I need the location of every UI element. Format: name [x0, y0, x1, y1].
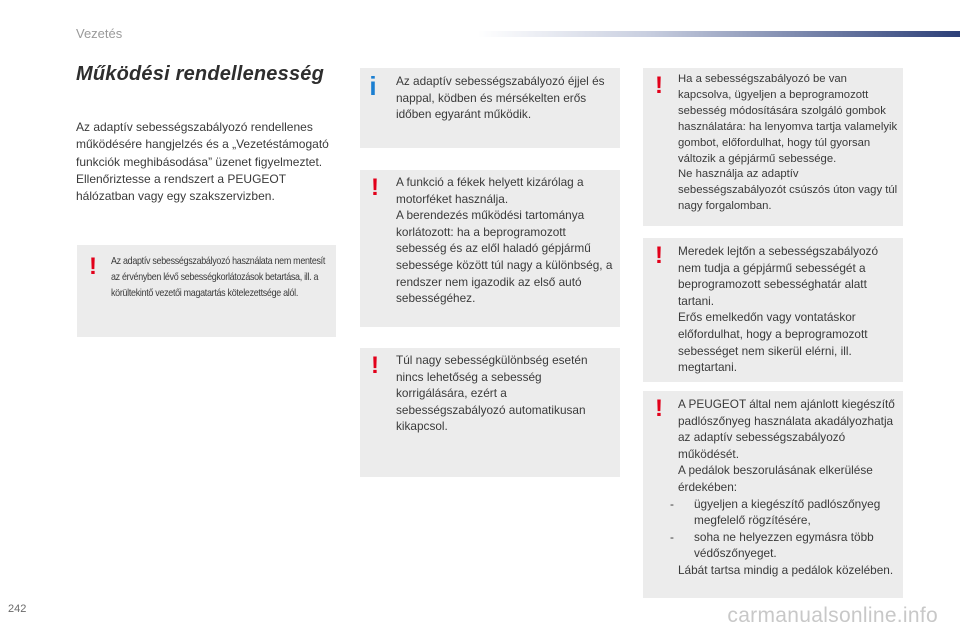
warning-exclamation-icon: !: [371, 174, 379, 201]
info-icon: i: [369, 71, 377, 101]
page-number: 242: [8, 603, 27, 615]
list-item-text: soha ne helyezzen egymásra több védőszőnyeget.: [694, 529, 874, 561]
note-box: [77, 245, 336, 337]
warning-text: A funkció a fékek helyett kizárólag a motorféket használja. A berendezés működési tartománya korlátozott: ha a beprogramozott sebesség és az elől haladó gépjármű sebessége között túl nagy a különbség, a rendszer nem igazodik az első autó sebességéhez.: [396, 175, 613, 306]
list-item: [670, 529, 902, 562]
info-text: Az adaptív sebességszabályozó éjjel és nappal, ködben és mérsékelten erős időben egyaránt működik.: [396, 74, 605, 122]
section-header: Vezetés: [76, 26, 123, 41]
warning-text-block: [670, 396, 902, 579]
warning-box-floor-mat: [643, 391, 903, 598]
warning-text: Ha a sebességszabályozó be van kapcsolva, ügyeljen a beprogramozott sebesség módosítására szolgáló gombok használatára: ha lenyomva tartja valamelyik gombot, előfordulhat, hogy túl gyorsan változik a gépjármű sebessége. Ne használja az adaptív sebességszabályozót csúszós úton vagy túl nagy forgalomban.: [678, 73, 898, 213]
warning-text: Lábát tartsa mindig a pedálok közelében.: [678, 562, 894, 577]
warning-box-slope: [643, 238, 903, 382]
warning-exclamation-icon: !: [655, 395, 663, 422]
list-dash: -: [670, 496, 674, 511]
page-title: Működési rendellenesség: [76, 63, 325, 85]
warning-exclamation-icon: !: [655, 72, 663, 99]
warning-text: Túl nagy sebességkülönbség esetén nincs lehetőség a sebesség korrigálására, ezért a sebességszabályozó automatikusan kikapcsol.: [396, 353, 588, 434]
warning-exclamation-icon: !: [655, 242, 663, 269]
warning-box-engine-brake: [360, 170, 620, 327]
warning-box-speed-difference: [360, 348, 620, 477]
warning-exclamation-icon: !: [89, 253, 97, 280]
warning-text: A PEUGEOT által nem ajánlott kiegészítő padlószőnyeg használata akadályozhatja az adaptív sebességszabályozó működését. A pedálok beszorulásának elkerülése érdekében:: [678, 397, 895, 494]
warning-text: Meredek lejtőn a sebességszabályozó nem tudja a gépjármű sebességét a beprogramozott sebességhatár alatt tartani. Erős emelkedőn vagy vontatáskor előfordulhat, hogy a beprogramozott sebességet nem sikerül elérni, ill. megtartani.: [678, 244, 879, 375]
watermark: carmanualsonline.info: [727, 604, 938, 627]
note-text: Az adaptív sebességszabályozó használata nem mentesít az érvényben lévő sebességkorlátozások betartása, ill. a körültekintő vezetői magatartás kötelezettsége alól.: [111, 256, 326, 299]
list-dash: -: [670, 529, 674, 544]
warning-box-buttons: [643, 68, 903, 226]
list-item: [670, 496, 902, 529]
info-box: [360, 68, 620, 148]
warning-exclamation-icon: !: [371, 352, 379, 379]
header-gradient-bar: [478, 31, 960, 37]
intro-paragraph: Az adaptív sebességszabályozó rendellenes működésére hangjelzés és a „Vezetéstámogató funkciók meghibásodása” üzenet figyelmeztet. Ellenőriztesse a rendszert a PEUGEOT hálózatban vagy egy szakszervizben.: [76, 120, 329, 204]
list-item-text: ügyeljen a kiegészítő padlószőnyeg megfelelő rögzítésére,: [694, 496, 881, 528]
